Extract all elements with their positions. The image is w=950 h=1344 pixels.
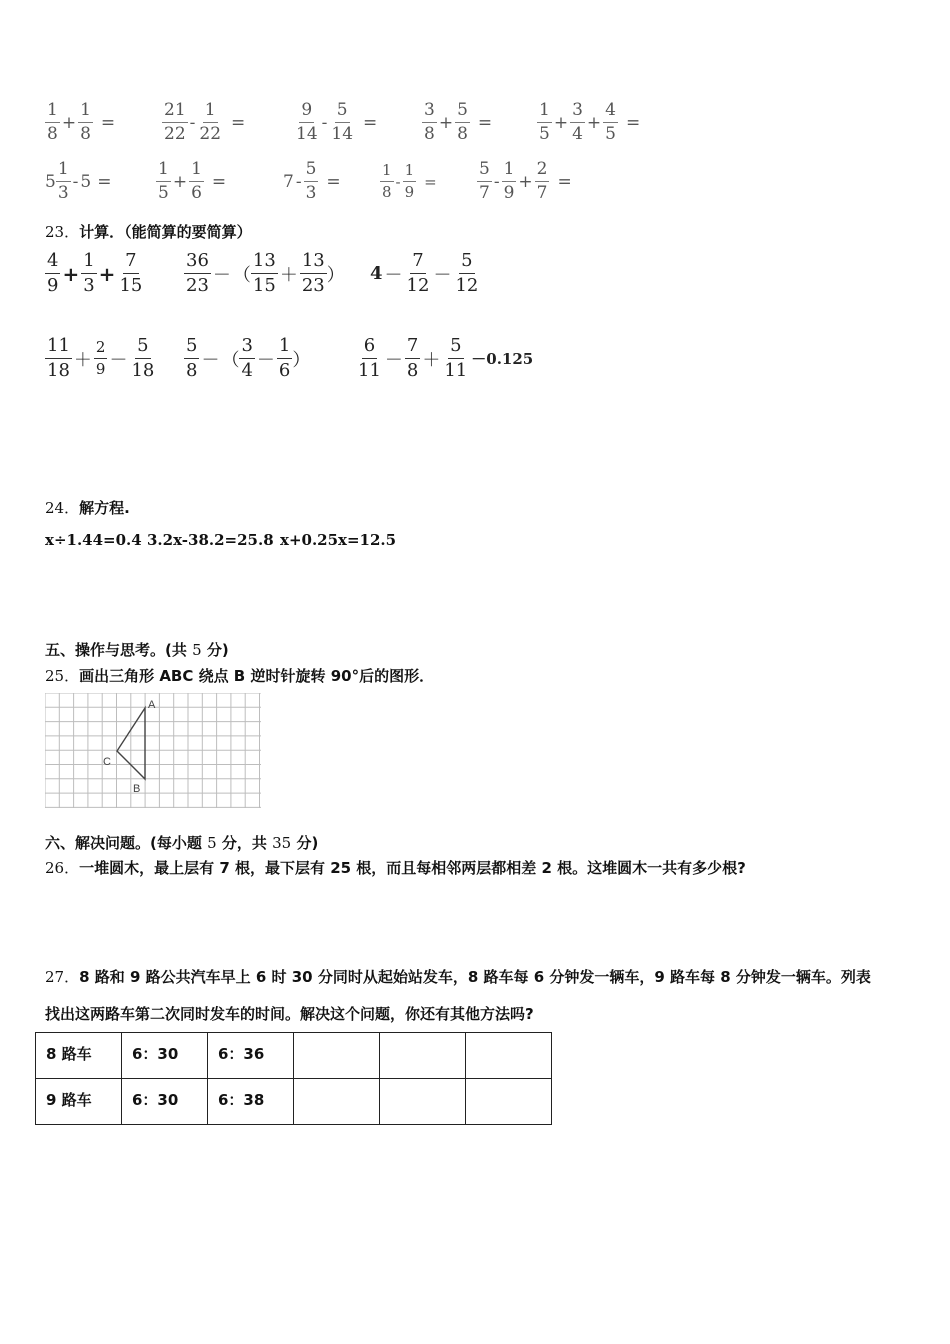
q23-expr-3: 4 － $\frac{7}{12}$ － $\frac{5}{12}$ [370, 250, 479, 296]
table-cell[interactable] [294, 1079, 380, 1125]
q22-expr-10: $\frac{5}{7}$ - $\frac{1}{9}$ + $\frac{2}{7}$ = [479, 159, 572, 203]
fraction: $\frac{1}{8}$ [47, 100, 58, 144]
table-row [36, 1033, 552, 1079]
q24-equation-3: x+0.25x=12.5 [280, 531, 397, 549]
table-cell: 6：30 [122, 1033, 208, 1079]
bus-schedule-table [35, 1032, 552, 1125]
q22-expr-2: $\frac{21}{22}$ - $\frac{1}{22}$ = [164, 100, 246, 144]
q27-line-2: 找出这两路车第二次同时发车的时间。解决这个问题，你还有其他方法吗? [45, 1005, 534, 1023]
table-cell: 9 路车 [36, 1079, 122, 1125]
section-6-heading: 六、解决问题。(每小题 5 分，共 35 分) [45, 834, 319, 852]
q22-expr-9: $\frac{1}{8}$ - $\frac{1}{9}$ = [382, 161, 437, 201]
table-cell: 6：36 [208, 1033, 294, 1079]
q24-heading: 24．解方程. [45, 499, 130, 517]
table-cell: 6：38 [208, 1079, 294, 1125]
q23-expr-4: $\frac{11}{18}$ ＋ $\frac{2}{9}$ － $\frac{5}{18}$ [47, 335, 155, 381]
q23-expr-5: $\frac{5}{8}$ － （ $\frac{3}{4}$ － $\frac{1}{6}$ ） [186, 335, 311, 381]
q23-heading: 23．计算．（能简算的要简算） [45, 223, 252, 241]
q22-expr-8: 7 - $\frac{5}{3}$ = [283, 159, 341, 203]
table-row [36, 1079, 552, 1125]
q25-heading: 25．画出三角形 ABC 绕点 B 逆时针旋转 90°后的图形． [45, 667, 435, 685]
q22-expr-4: $\frac{3}{8}$ + $\frac{5}{8}$ = [424, 100, 493, 144]
vertex-c-label: C [103, 756, 111, 768]
q22-expr-1: $\frac{1}{8}$ + $\frac{1}{8}$ = [47, 100, 116, 144]
table-cell[interactable] [380, 1033, 466, 1079]
q24-equation-1: x÷1.44=0.4 [45, 531, 142, 549]
q23-expr-1: $\frac{4}{9}$ + $\frac{1}{3}$ + $\frac{7}{15}$ [47, 250, 143, 296]
q22-expr-3: $\frac{9}{14}$ - $\frac{5}{14}$ = [296, 100, 378, 144]
table-cell: 6：30 [122, 1079, 208, 1125]
fraction: $\frac{1}{8}$ [80, 100, 91, 144]
table-cell: 8 路车 [36, 1033, 122, 1079]
table-cell[interactable] [466, 1033, 552, 1079]
vertex-a-label: A [148, 699, 156, 711]
q27-line-1: 27．8 路和 9 路公共汽车早上 6 时 30 分同时从起始站发车，8 路车每 6 分钟发一辆车，9 路车每 8 分钟发一辆车。列表 [45, 968, 871, 986]
table-cell[interactable] [466, 1079, 552, 1125]
section-5-heading: 五、操作与思考。(共 5 分) [45, 641, 229, 659]
q23-expr-2: $\frac{36}{23}$ － （ $\frac{13}{15}$ ＋ $\frac{13}{23}$ ） [186, 250, 345, 296]
vertex-b-label: B [133, 783, 141, 795]
table-cell[interactable] [294, 1033, 380, 1079]
q22-expr-7: $\frac{1}{5}$ + $\frac{1}{6}$ = [158, 159, 227, 203]
q23-expr-6: $\frac{6}{11}$ － $\frac{7}{8}$ ＋ $\frac{5}{11}$ －0.125 [358, 335, 534, 381]
q22-expr-5: $\frac{1}{5}$ + $\frac{3}{4}$ + $\frac{4}{5}$ = [539, 100, 641, 144]
table-cell[interactable] [380, 1079, 466, 1125]
q24-equation-2: 3.2x-38.2=25.8 [147, 531, 274, 549]
triangle-grid [45, 693, 261, 808]
q22-expr-6: 5 $\frac{1}{3}$ - 5 = [45, 159, 112, 203]
q26-text: 26．一堆圆木，最上层有 7 根，最下层有 25 根，而且每相邻两层都相差 2 根。这堆圆木一共有多少根? [45, 859, 746, 877]
